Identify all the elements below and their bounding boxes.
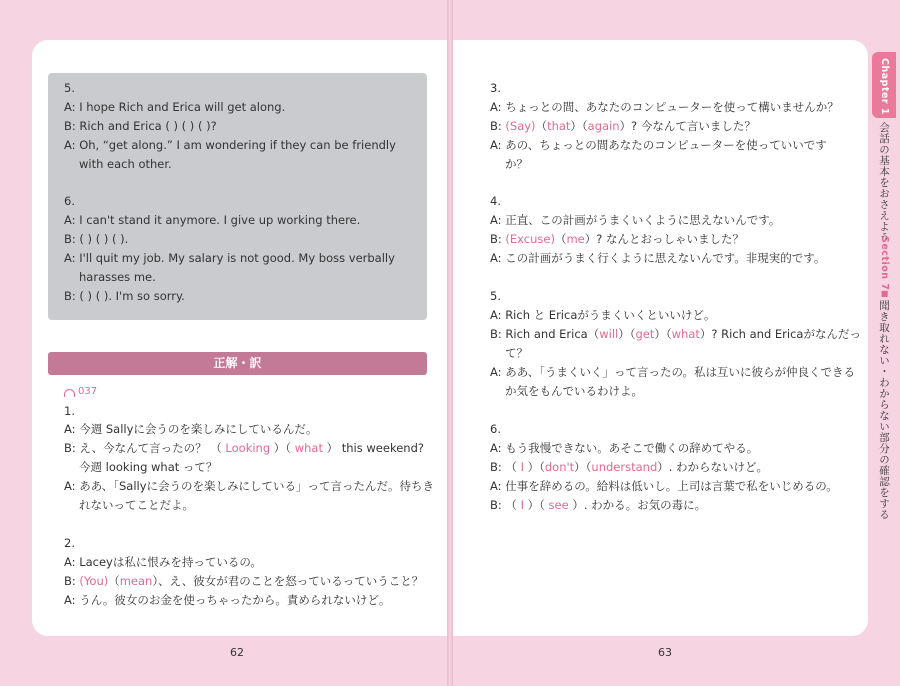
text-line — [64, 478, 434, 494]
page-number-left: 62 — [230, 646, 244, 659]
answer-word: I — [516, 498, 528, 512]
text-segment: B: — [490, 232, 506, 246]
headphone-icon — [64, 389, 75, 397]
text-segment: B: — [490, 119, 506, 133]
text-segment: ）. わかる。お気の毒に。 — [572, 498, 707, 512]
answer-heading: 正解・訳 — [48, 352, 427, 375]
text-line: 6. — [64, 194, 75, 208]
answer-word: what — [671, 327, 700, 341]
section-label: Section 7 — [879, 236, 890, 291]
answer-word: (You) — [79, 574, 109, 588]
text-segment: A: あの、ちょっとの間あなたのコンピューターを使っていいです — [490, 138, 827, 152]
text-line — [490, 326, 861, 342]
text-segment: 2. — [64, 536, 75, 550]
text-line: A: I'll quit my job. My salary is not good. My boss verbally — [64, 251, 395, 265]
answer-word: (Excuse) — [505, 232, 555, 246]
answer-word: don't — [544, 460, 575, 474]
text-segment: ）? なんとおっしゃいました？ — [584, 232, 744, 246]
chapter-title: 会話の基本をおさえよう — [878, 122, 890, 243]
text-segment: A: Rich と Ericaがうまくいくといいけど。 — [490, 308, 716, 322]
answer-word: will — [599, 327, 619, 341]
text-line: 5. — [64, 81, 75, 95]
text-segment: て？ — [505, 346, 528, 360]
text-segment: ）（ — [570, 119, 588, 133]
text-line — [64, 440, 424, 456]
text-segment: ）、え、彼女が君のことを怒っているっていうこと？ — [152, 574, 424, 588]
text-segment: 今週 looking what って？ — [79, 460, 218, 474]
text-line — [490, 364, 855, 380]
answer-word: what — [291, 441, 327, 455]
text-segment: ）（ — [273, 441, 292, 455]
text-line: with each other. — [79, 157, 172, 171]
text-line: B: ( ) ( ) ( ). — [64, 232, 129, 246]
text-segment: A: 仕事を辞めるの。給料は低いし。上司は言葉で私をいじめるの。 — [490, 479, 838, 493]
text-line — [505, 156, 528, 172]
section-title: 聞き取れない・わからない部分の確認をする — [878, 300, 890, 520]
text-line — [505, 345, 528, 361]
text-line — [64, 421, 317, 437]
text-line — [490, 497, 706, 513]
text-line — [79, 459, 217, 475]
text-segment: B: （ — [490, 460, 517, 474]
text-line — [64, 554, 262, 570]
text-segment: A: もう我慢できない。あそこで働くの辞めてやる。 — [490, 441, 759, 455]
text-line — [64, 403, 75, 419]
text-line — [490, 250, 825, 266]
text-segment: A: うん。彼女のお金を使っちゃったから。責められないけど。 — [64, 593, 391, 607]
answer-word: again — [587, 119, 620, 133]
text-segment: A: 今週 Sallyに会うのを楽しみにしているんだ。 — [64, 422, 318, 436]
text-line — [490, 99, 839, 115]
text-line — [64, 592, 390, 608]
text-line — [490, 459, 768, 475]
answer-word: see — [544, 498, 573, 512]
text-segment: （ — [554, 232, 567, 246]
text-segment: B: Rich and Erica（ — [490, 327, 600, 341]
text-segment: ）（ — [654, 327, 672, 341]
text-line — [490, 478, 838, 494]
answer-word: get — [635, 327, 655, 341]
text-segment: ）? Rich and Ericaがなんだっ — [699, 327, 861, 341]
text-segment: B: （ — [490, 498, 517, 512]
audio-track-number: 037 — [78, 386, 98, 397]
text-line — [490, 288, 501, 304]
text-segment: A: ああ、「うまくいく」って言ったの。私は互いに彼らが仲良くできる — [490, 365, 856, 379]
answer-word: understand — [591, 460, 658, 474]
text-line — [64, 573, 423, 589]
text-segment: （ — [108, 574, 120, 588]
text-segment: （ — [535, 119, 548, 133]
text-line: B: Rich and Erica ( ) ( ) ( )? — [64, 119, 217, 133]
text-line — [490, 118, 756, 134]
text-segment: 4. — [490, 194, 501, 208]
text-segment: A: ああ、「Sallyに会うのを楽しみにしている」って言ったんだ。待ちき — [64, 479, 435, 493]
text-segment: 5. — [490, 289, 501, 303]
text-line — [79, 497, 194, 513]
text-segment: ）. わからないけど。 — [657, 460, 769, 474]
text-line — [490, 137, 827, 153]
text-line — [64, 535, 75, 551]
text-segment: 3. — [490, 81, 501, 95]
text-segment: 1. — [64, 404, 75, 418]
text-segment: B: え、今なんて言ったの？ （ — [64, 441, 222, 455]
text-segment: ）（ — [574, 460, 592, 474]
audio-track[interactable] — [64, 386, 97, 397]
text-line — [505, 383, 643, 399]
text-line — [490, 212, 780, 228]
text-segment: か？ — [505, 157, 528, 171]
text-segment: A: Laceyは私に恨みを持っているの。 — [64, 555, 262, 569]
answer-word: mean — [119, 574, 153, 588]
text-line: harasses me. — [79, 270, 156, 284]
text-segment: か気をもんでいるわけよ。 — [505, 384, 643, 398]
text-segment: ） this weekend? — [326, 441, 424, 455]
page-number-right: 63 — [658, 646, 672, 659]
text-line — [490, 440, 758, 456]
text-segment: ）（ — [527, 498, 545, 512]
text-line: A: Oh, “get along.” I am wondering if they can be friendly — [64, 138, 396, 152]
text-line — [490, 231, 744, 247]
answer-word: me — [566, 232, 585, 246]
text-segment: ）? 今なんて言いました？ — [619, 119, 756, 133]
text-line: A: I can't stand it anymore. I give up working there. — [64, 213, 361, 227]
text-segment: れないってことだよ。 — [79, 498, 194, 512]
answer-word: I — [516, 460, 528, 474]
text-segment: 6. — [490, 422, 501, 436]
text-line — [490, 80, 501, 96]
text-line — [490, 307, 715, 323]
text-segment: ）（ — [527, 460, 545, 474]
text-segment: B: — [64, 574, 80, 588]
answer-word: Looking — [221, 441, 274, 455]
book-gutter — [447, 0, 453, 686]
text-segment: ）（ — [618, 327, 636, 341]
answer-word: that — [547, 119, 571, 133]
text-line — [490, 193, 501, 209]
text-line — [490, 421, 501, 437]
text-segment: A: この計画がうまく行くように思えないんです。非現実的です。 — [490, 251, 826, 265]
section-bullet: ■ — [880, 289, 889, 299]
text-segment: A: 正直、この計画がうまくいくように思えないんです。 — [490, 213, 781, 227]
chapter-label: Chapter 1 — [879, 58, 890, 116]
text-line: B: ( ) ( ). I'm so sorry. — [64, 289, 185, 303]
text-segment: A: ちょっとの間、あなたのコンピューターを使って構いませんか？ — [490, 100, 839, 114]
text-line: A: I hope Rich and Erica will get along. — [64, 100, 286, 114]
answer-word: (Say) — [505, 119, 536, 133]
